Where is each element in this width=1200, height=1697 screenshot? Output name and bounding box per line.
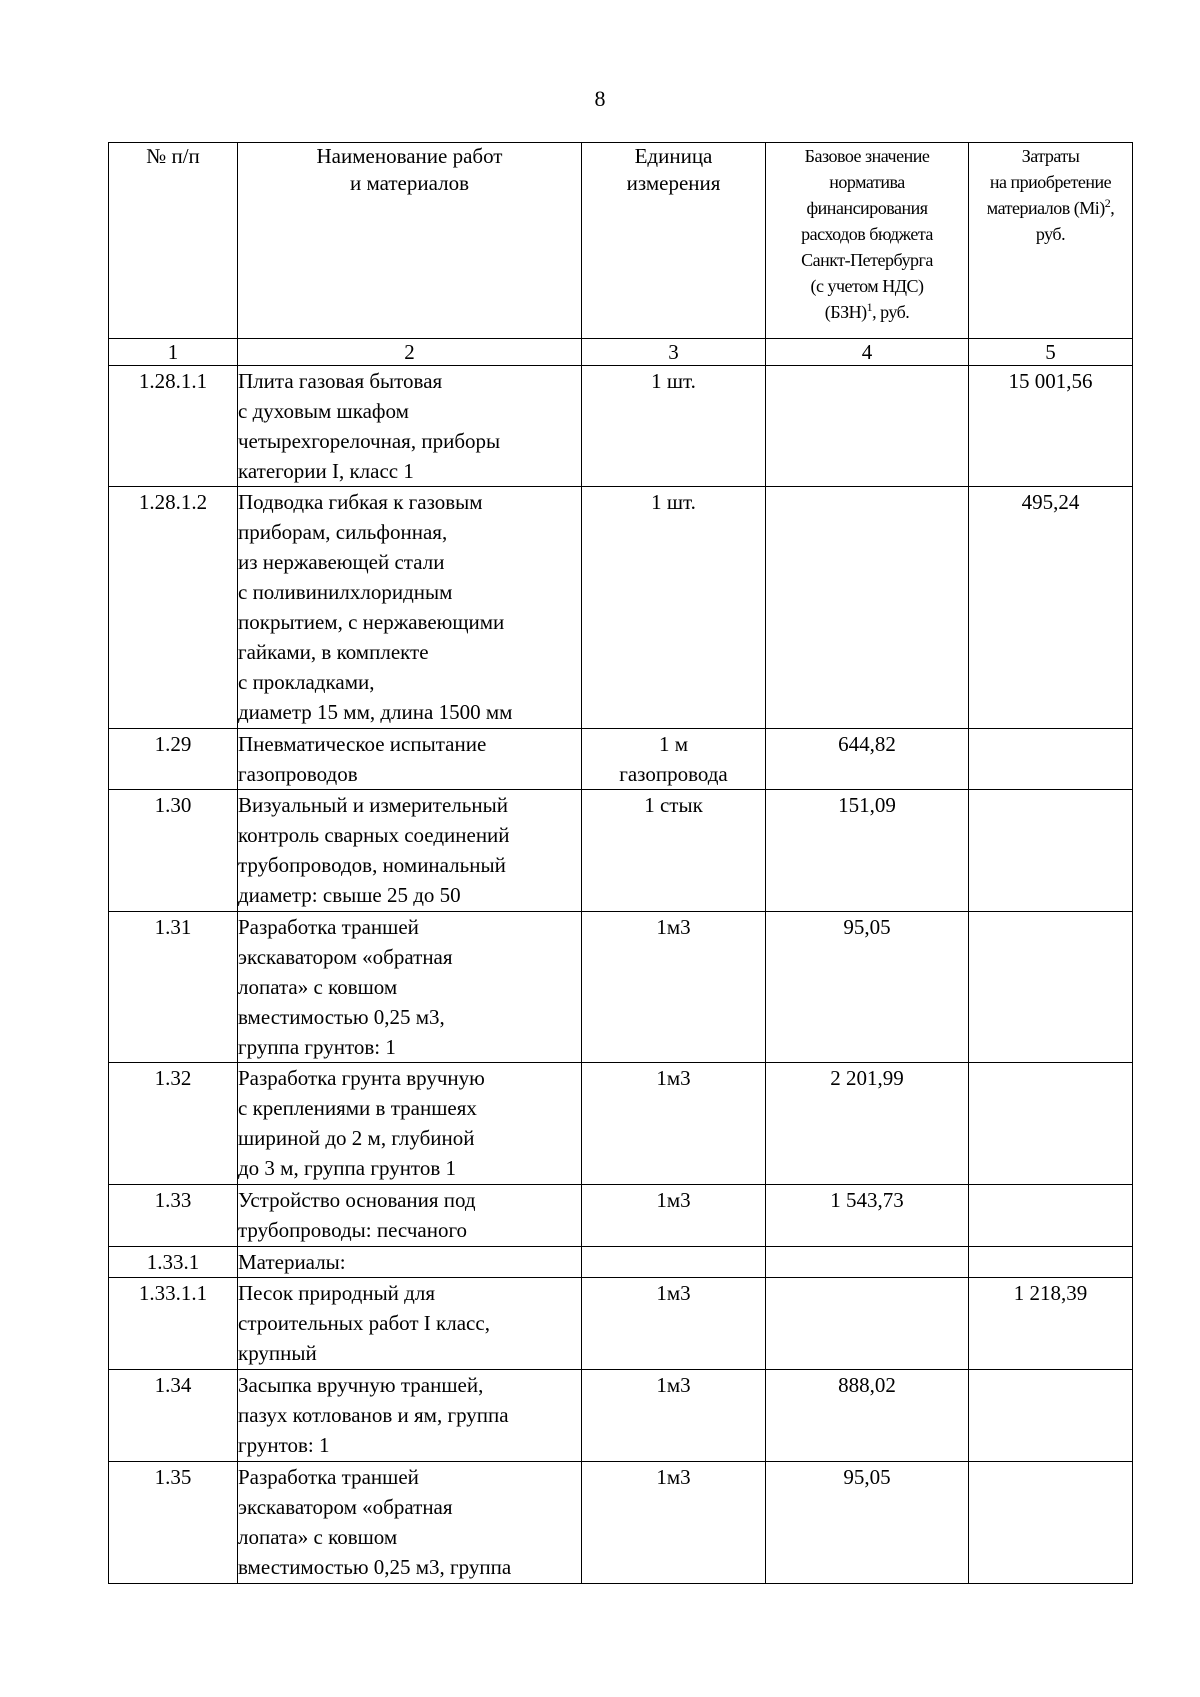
materials-cost [969, 912, 1133, 1063]
column-number: 4 [766, 339, 969, 366]
work-name: Разработка траншей экскаватором «обратная лопата» с ковшом вместимостью 0,25 м3, группа грунтов: 1 [238, 912, 582, 1063]
row-number: 1.31 [109, 912, 238, 1063]
header-base-value: Базовое значение норматива финансирования расходов бюджета Санкт-Петербурга (с учетом НДС) (БЗН)$^1$, руб. [766, 143, 969, 339]
header-unit: Единица измерения [582, 143, 766, 339]
table-row [109, 912, 1133, 1063]
materials-cost [969, 1185, 1133, 1247]
materials-cost [969, 1063, 1133, 1185]
row-number: 1.33.1 [109, 1247, 238, 1278]
unit: 1м3 [582, 912, 766, 1063]
row-number: 1.29 [109, 729, 238, 790]
row-number: 1.34 [109, 1370, 238, 1462]
column-number: 3 [582, 339, 766, 366]
norms-table [108, 142, 1133, 1584]
table-row [109, 1247, 1133, 1278]
table-row [109, 1185, 1133, 1247]
row-number: 1.35 [109, 1462, 238, 1584]
row-number: 1.30 [109, 790, 238, 912]
unit: 1 стык [582, 790, 766, 912]
row-number: 1.28.1.2 [109, 487, 238, 729]
materials-cost [969, 1247, 1133, 1278]
base-value: 644,82 [766, 729, 969, 790]
work-name: Плита газовая бытовая с духовым шкафом четырехгорелочная, приборы категории I, класс 1 [238, 366, 582, 487]
table-row [109, 366, 1133, 487]
header-materials-cost: Затраты на приобретение материалов $(Mi)^2$, руб. [969, 143, 1133, 339]
column-number: 5 [969, 339, 1133, 366]
base-value: 2 201,99 [766, 1063, 969, 1185]
materials-cost [969, 1370, 1133, 1462]
materials-cost [969, 729, 1133, 790]
base-value: 151,09 [766, 790, 969, 912]
work-name: Песок природный для строительных работ I класс, крупный [238, 1278, 582, 1370]
work-name: Визуальный и измерительный контроль сварных соединений трубопроводов, номинальный диаметр: свыше 25 до 50 [238, 790, 582, 912]
row-number: 1.33.1.1 [109, 1278, 238, 1370]
unit: 1м3 [582, 1278, 766, 1370]
table-row [109, 1063, 1133, 1185]
column-number: 2 [238, 339, 582, 366]
header-name: Наименование работ и материалов [238, 143, 582, 339]
column-number-row [109, 339, 1133, 366]
base-value: 95,05 [766, 912, 969, 1063]
work-name: Пневматическое испытание газопроводов [238, 729, 582, 790]
unit: 1м3 [582, 1462, 766, 1584]
unit: 1м3 [582, 1063, 766, 1185]
work-name: Засыпка вручную траншей, пазух котлованов и ям, группа грунтов: 1 [238, 1370, 582, 1462]
unit: 1 шт. [582, 487, 766, 729]
header-row [109, 143, 1133, 339]
unit: 1 м газопровода [582, 729, 766, 790]
row-number: 1.32 [109, 1063, 238, 1185]
work-name: Подводка гибкая к газовым приборам, сильфонная, из нержавеющей стали с поливинилхлоридным покрытием, с нержавеющими гайками, в комплекте с прокладками, диаметр 15 мм, длина 1500 мм [238, 487, 582, 729]
column-number: 1 [109, 339, 238, 366]
table-row [109, 1370, 1133, 1462]
base-value [766, 366, 969, 487]
table-row [109, 1462, 1133, 1584]
work-name: Материалы: [238, 1247, 582, 1278]
row-number: 1.33 [109, 1185, 238, 1247]
table-row [109, 790, 1133, 912]
work-name: Разработка грунта вручную с креплениями в траншеях шириной до 2 м, глубиной до 3 м, группа грунтов 1 [238, 1063, 582, 1185]
unit: 1 шт. [582, 366, 766, 487]
materials-cost: 1 218,39 [969, 1278, 1133, 1370]
base-value [766, 487, 969, 729]
row-number: 1.28.1.1 [109, 366, 238, 487]
work-name: Разработка траншей экскаватором «обратная лопата» с ковшом вместимостью 0,25 м3, группа [238, 1462, 582, 1584]
table-row [109, 1278, 1133, 1370]
materials-cost: 495,24 [969, 487, 1133, 729]
unit [582, 1247, 766, 1278]
materials-cost [969, 790, 1133, 912]
base-value: 1 543,73 [766, 1185, 969, 1247]
base-value [766, 1247, 969, 1278]
table-row [109, 487, 1133, 729]
base-value: 888,02 [766, 1370, 969, 1462]
page-number: 8 [594, 86, 606, 111]
table-row [109, 729, 1133, 790]
base-value [766, 1278, 969, 1370]
base-value: 95,05 [766, 1462, 969, 1584]
unit: 1м3 [582, 1185, 766, 1247]
work-name: Устройство основания под трубопроводы: песчаного [238, 1185, 582, 1247]
materials-cost [969, 1462, 1133, 1584]
unit: 1м3 [582, 1370, 766, 1462]
materials-cost: 15 001,56 [969, 366, 1133, 487]
header-number: № п/п [109, 143, 238, 339]
